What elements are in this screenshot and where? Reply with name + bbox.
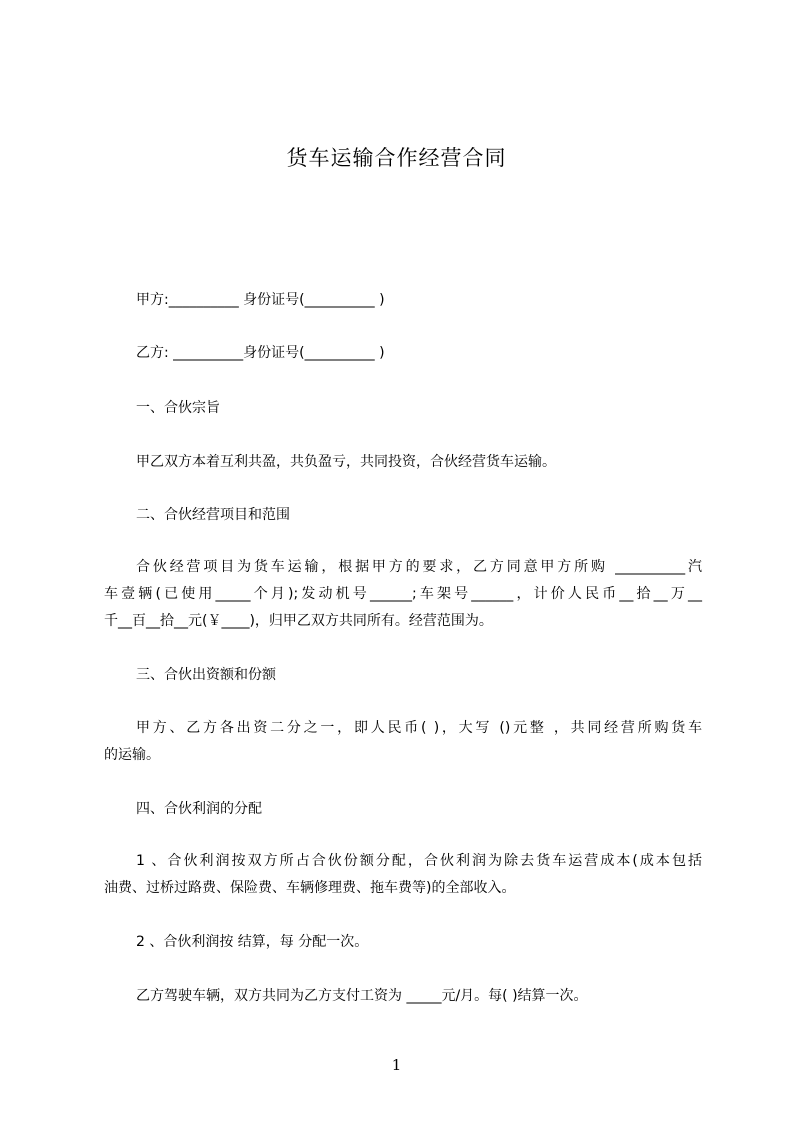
section3-body-line1: 甲方、乙方各出资二分之一，即人民币( )，大写 ()元整 ，共同经营所购货车 <box>136 720 702 736</box>
section4-item1-line2: 油费、过桥过路费、保险费、车辆修理费、拖车费等)的全部收入。 <box>104 880 516 896</box>
section1-body: 甲乙双方本着互利共盈，共负盈亏，共同投资，合伙经营货车运输。 <box>136 454 556 470</box>
section2-body-line3: 千__百__拾__元(￥____)，归甲乙双方共同所有。经营范围为。 <box>104 613 493 629</box>
section3-heading: 三、合伙出资额和份额 <box>136 667 276 683</box>
section1-heading: 一、合伙宗旨 <box>136 400 220 416</box>
section3-body-line2: 的运输。 <box>104 747 160 763</box>
party-a-line: 甲方:__________ 身份证号(__________ ) <box>136 292 385 308</box>
party-b-line: 乙方: __________身份证号(__________ ) <box>136 345 385 361</box>
section4-item2: 2 、合伙利润按 结算，每 分配一次。 <box>136 934 369 950</box>
section4-wage: 乙方驾驶车辆，双方共同为乙方支付工资为 _____元/月。每( )结算一次。 <box>136 988 588 1004</box>
page-number: 1 <box>391 1056 402 1074</box>
section4-item1-line1: 1 、合伙利润按双方所占合伙份额分配，合伙利润为除去货车运营成本(成本包括 <box>136 853 702 869</box>
section2-heading: 二、合伙经营项目和范围 <box>136 507 290 523</box>
document-title: 货车运输合作经营合同 <box>286 146 507 170</box>
section2-body-line2: 车壹辆(已使用_____个月);发动机号______;车架号______，计价人民币__拾__万__ <box>104 586 702 602</box>
section4-heading: 四、合伙利润的分配 <box>136 801 262 817</box>
section2-body-line1: 合伙经营项目为货车运输，根据甲方的要求，乙方同意甲方所购 __________汽 <box>136 559 702 575</box>
